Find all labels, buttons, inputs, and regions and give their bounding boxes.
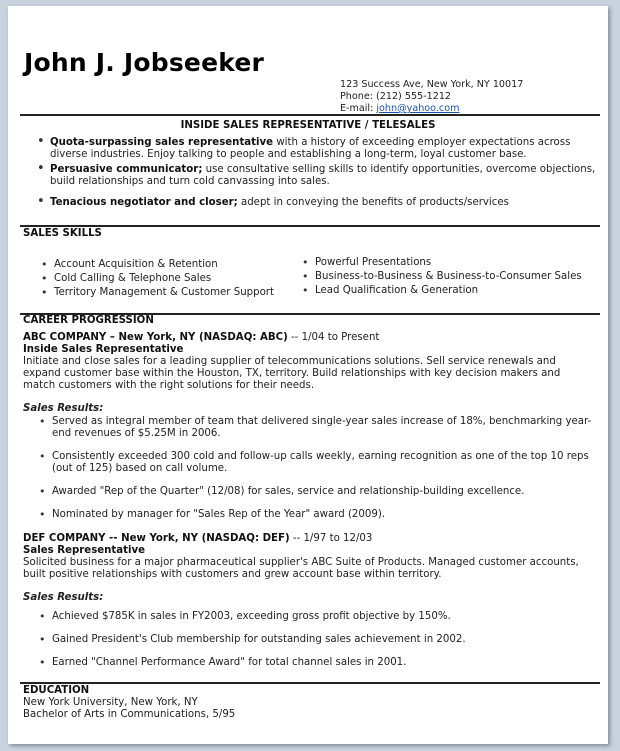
job-role: Inside Sales Representative xyxy=(23,344,184,355)
result-item: • Awarded "Rep of the Quarter" (12/08) for sales, service and relationship-building excellence. xyxy=(38,486,594,498)
divider xyxy=(20,682,600,684)
divider xyxy=(20,114,600,116)
school: New York University, New York, NY xyxy=(23,697,198,708)
result-item: • Consistently exceeded 300 cold and follow-up calls weekly, earning recognition as one of the top 10 reps (out of 125) based on call volume. xyxy=(38,451,594,475)
summary-item-text: adept in conveying the benefits of products/services xyxy=(237,197,509,208)
company-name: ABC COMPANY – New York, NY (NASDAQ: ABC) xyxy=(23,332,288,343)
phone: Phone: (212) 555-1212 xyxy=(340,91,452,102)
result-item: • Gained President's Club membership for outstanding sales achievement in 2002. xyxy=(38,634,594,646)
summary-item-text: use consultative selling skills to identify opportunities, overcome objections, build relationships and turn cold canvassing into sales. xyxy=(50,164,596,187)
address: 123 Success Ave, New York, NY 10017 xyxy=(340,79,524,90)
job-role: Sales Representative xyxy=(23,545,146,556)
skill-item: • Territory Management & Customer Support xyxy=(40,287,300,301)
headline: INSIDE SALES REPRESENTATIVE / TELESALES xyxy=(180,120,436,131)
results-list xyxy=(38,416,594,532)
summary-item-bold: Persuasive communicator; xyxy=(50,164,203,175)
section-title-skills: SALES SKILLS xyxy=(23,228,102,239)
job-description: Initiate and close sales for a leading supplier of telecommunications solutions. Sell service renewals and expand customer base within the Houston, TX, territory. Build relationships with key decision makers and match customers with the right solutions for their needs. xyxy=(23,356,561,391)
section-title-education: EDUCATION xyxy=(23,685,90,696)
skill-item: • Powerful Presentations xyxy=(301,257,601,271)
email-link[interactable]: john@yahoo.com xyxy=(376,103,460,114)
summary-item xyxy=(36,164,598,188)
summary-item xyxy=(36,197,598,209)
result-item: • Nominated by manager for "Sales Rep of the Year" award (2009). xyxy=(38,509,594,521)
job-description: Solicited business for a major pharmaceutical supplier's ABC Suite of Products. Managed customer accounts, built positive relationships with customers and grew account base within territory. xyxy=(23,557,579,580)
skills-left-list xyxy=(40,259,300,301)
job-header xyxy=(23,332,598,344)
results-list xyxy=(38,611,594,680)
skills-right-list xyxy=(301,257,601,299)
section-title-career: CAREER PROGRESSION xyxy=(23,315,154,326)
job-header xyxy=(23,533,598,545)
summary-item-bold: Tenacious negotiator and closer; xyxy=(50,197,238,208)
skill-item: • Business-to-Business & Business-to-Consumer Sales xyxy=(301,271,601,285)
skill-item: • Cold Calling & Telephone Sales xyxy=(40,273,300,287)
job-dates: -- 1/97 to 12/03 xyxy=(289,533,373,544)
job-dates: -- 1/04 to Present xyxy=(287,332,380,343)
result-item: • Achieved $785K in sales in FY2003, exceeding gross profit objective by 150%. xyxy=(38,611,594,623)
company-name: DEF COMPANY -- New York, NY (NASDAQ: DEF) xyxy=(23,533,290,544)
candidate-name: John J. Jobseeker xyxy=(24,48,265,77)
result-item: • Earned "Channel Performance Award" for total channel sales in 2001. xyxy=(38,657,594,669)
skill-item: • Lead Qualification & Generation xyxy=(301,285,601,299)
result-item: • Served as integral member of team that delivered single-year sales increase of 18%, benchmarking year-end revenues of $5.25M in 2006. xyxy=(38,416,594,440)
divider xyxy=(20,225,600,227)
resume-page xyxy=(8,6,608,744)
contact-block xyxy=(340,79,523,115)
results-label: Sales Results: xyxy=(23,403,104,414)
summary-item xyxy=(36,137,598,161)
summary-item-bold: Quota-surpassing sales representative xyxy=(50,137,274,148)
degree: Bachelor of Arts in Communications, 5/95 xyxy=(23,709,236,720)
results-label: Sales Results: xyxy=(23,592,104,603)
email-label: E-mail: xyxy=(340,103,377,114)
summary-item-text: with a history of exceeding employer expectations across diverse industries. Enjoy talking to people and establishing a long-term, loyal customer base. xyxy=(50,137,571,160)
summary-list xyxy=(36,137,598,212)
skill-item: • Account Acquisition & Retention xyxy=(40,259,300,273)
